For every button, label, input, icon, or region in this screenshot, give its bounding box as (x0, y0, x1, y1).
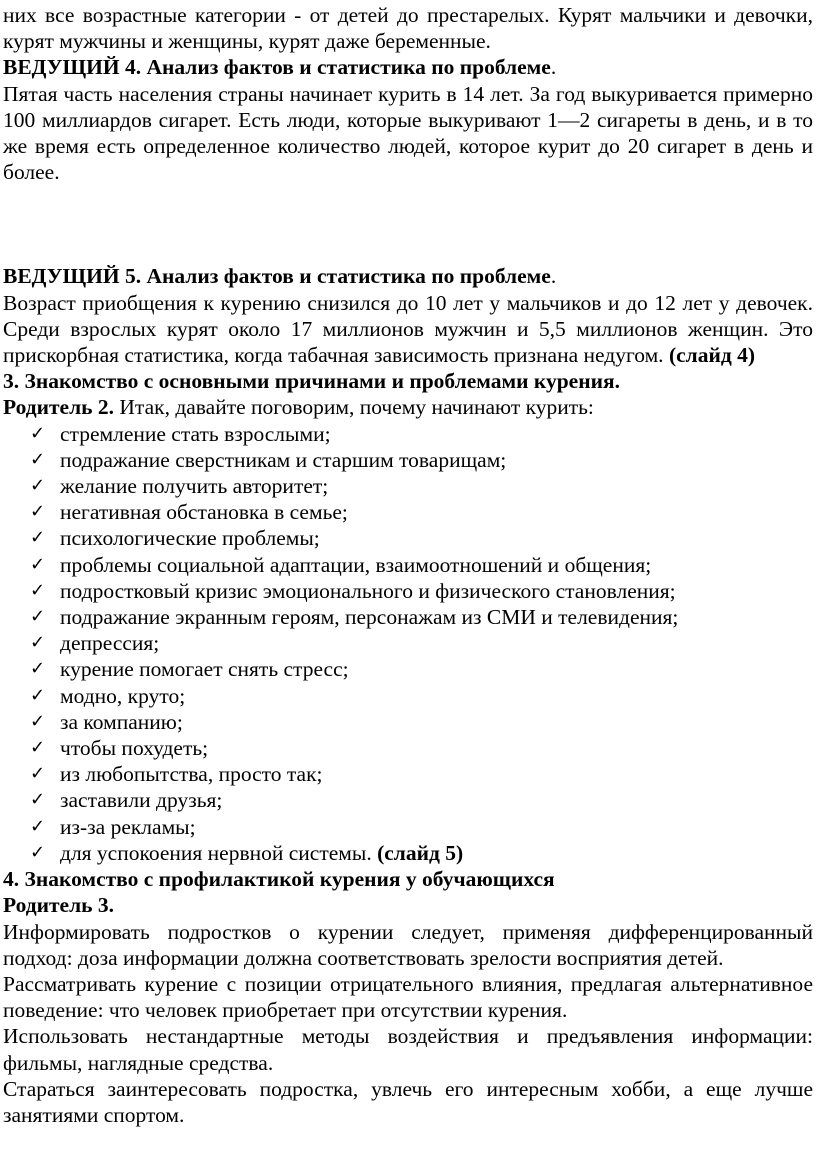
checkmark-icon: ✓ (30, 606, 46, 628)
section-5-paragraph (3, 290, 813, 369)
list-item-text: заставили друзья; (60, 788, 223, 813)
list-item-text: модно, круто; (60, 683, 186, 708)
list-item-text: из-за рекламы; (60, 814, 196, 839)
checkmark-icon: ✓ (30, 789, 46, 811)
checkmark-icon: ✓ (30, 579, 46, 601)
list-item-text: подражание экранным героям, персонажам из СМИ и телевидения; (60, 605, 679, 630)
checkmark-icon: ✓ (30, 422, 46, 444)
checkmark-icon: ✓ (30, 710, 46, 732)
list-item (30, 447, 813, 473)
section-5-heading-text: ВЕДУЩИЙ 5. Анализ фактов и статистика по проблеме (3, 264, 551, 289)
checkmark-icon: ✓ (30, 763, 46, 785)
checkmark-icon: ✓ (30, 448, 46, 470)
list-item (30, 473, 813, 499)
part-4-paragraph: Стараться заинтересовать подростка, увлечь его интересным хобби, а еще лучше занятиями спортом. (3, 1076, 813, 1127)
intro-paragraph: них все возрастные категории - от детей до престарелых. Курят мальчики и девочки, курят мужчины и женщины, курят даже беременные. (3, 3, 813, 54)
list-item-text: желание получить авторитет; (60, 474, 329, 499)
list-item-text: подражание сверстникам и старшим товарищам; (60, 447, 507, 472)
list-item-text: проблемы социальной адаптации, взаимоотношений и общения; (60, 552, 652, 577)
section-4-heading-text: ВЕДУЩИЙ 4. Анализ фактов и статистика по проблеме (3, 55, 551, 80)
list-item (30, 683, 813, 709)
list-item (30, 630, 813, 656)
list-item (30, 499, 813, 525)
list-item (30, 604, 813, 630)
slide-5-note: (слайд 5) (371, 840, 464, 865)
list-item-text: стремление стать взрослыми; (60, 421, 331, 446)
section-5-text: Возраст приобщения к курению снизился до 10 лет у мальчиков и до 12 лет у девочек. Среди взрослых курят около 17 миллионов мужчин и 5,5 миллионов женщин. Это прискорбная статистика, когда табачная зависимость признана недугом. (3, 290, 813, 368)
section-4-heading (3, 54, 813, 80)
checkmark-icon: ✓ (30, 527, 46, 549)
part-4-paragraph: Информировать подростков о курении следует, применяя дифференцированный подход: доза информации должна соответствовать зрелости восприятия детей. (3, 919, 813, 970)
section-5-heading-end: . (550, 264, 557, 289)
checkmark-icon: ✓ (30, 501, 46, 523)
checkmark-icon: ✓ (30, 684, 46, 706)
document-content (3, 2, 813, 1128)
slide-4-note: (слайд 4) (668, 343, 756, 368)
list-item-text: психологические проблемы; (60, 526, 320, 551)
blank-space (3, 185, 813, 263)
list-item (30, 735, 813, 761)
list-item-text: курение помогает снять стресс; (60, 657, 349, 682)
speaker-parent-3: Родитель 3. (3, 893, 115, 918)
part-3-lead-text: Итак, давайте поговорим, почему начинают курить: (114, 395, 594, 420)
speaker-parent-2: Родитель 2. (3, 395, 115, 420)
part-3-heading: 3. Знакомство с основными причинами и проблемами курения. (3, 369, 621, 394)
list-item-text: чтобы похудеть; (60, 736, 209, 761)
list-item-text: для успокоения нервной системы. (60, 840, 372, 865)
list-item (30, 421, 813, 447)
list-item (30, 787, 813, 813)
part-4-paragraph: Использовать нестандартные методы воздействия и предъявления информации: фильмы, наглядные средства. (3, 1024, 813, 1075)
list-item (30, 814, 813, 840)
list-item-text: за компанию; (60, 709, 183, 734)
list-item (30, 552, 813, 578)
list-item-text: подростковый кризис эмоционального и физического становления; (60, 578, 676, 603)
list-item-text: из любопытства, просто так; (60, 762, 323, 787)
checkmark-icon: ✓ (30, 475, 46, 497)
section-4-paragraph: Пятая часть населения страны начинает курить в 14 лет. За год выкуривается примерно 100 миллиардов сигарет. Есть люди, которые выкуривают 1—2 сигареты в день, и в то же время есть определенное количество людей, которое курит до 20 сигарет в день и более. (3, 81, 813, 185)
part-4-heading: 4. Знакомство с профилактикой курения у обучающихся (3, 867, 555, 892)
list-item (30, 709, 813, 735)
list-item-text: негативная обстановка в семье; (60, 500, 348, 525)
section-4-heading-end: . (550, 55, 557, 80)
list-item (30, 761, 813, 787)
part-4-paragraph: Рассматривать курение с позиции отрицательного влияния, предлагая альтернативное поведение: что человек приобретает при отсутствии курения. (3, 971, 813, 1023)
checkmark-icon: ✓ (30, 815, 46, 837)
checkmark-icon: ✓ (30, 632, 46, 654)
section-5-heading (3, 263, 813, 289)
list-item-text: депрессия; (60, 631, 160, 656)
list-item (30, 525, 813, 551)
part-4-paragraphs (3, 919, 813, 1129)
part-3-lead (3, 394, 813, 420)
reasons-list (3, 421, 813, 866)
list-item (30, 578, 813, 604)
list-item (30, 656, 813, 682)
checkmark-icon: ✓ (30, 553, 46, 575)
list-item (30, 840, 813, 866)
checkmark-icon: ✓ (30, 841, 46, 863)
checkmark-icon: ✓ (30, 737, 46, 759)
checkmark-icon: ✓ (30, 658, 46, 680)
